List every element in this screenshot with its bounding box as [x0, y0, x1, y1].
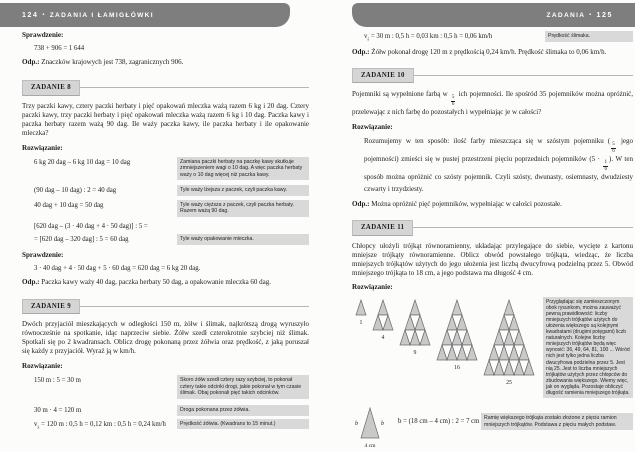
answer-text: Znaczków krajowych jest 738, zagranicznych 906.	[41, 58, 184, 66]
note-box: Droga pokonana przez żółwia.	[177, 405, 309, 416]
step-equation: 6 kg 20 dag – 6 kg 10 dag = 10 dag	[34, 158, 131, 166]
side-label-right: b	[381, 421, 384, 428]
task11-leg-row	[352, 402, 633, 450]
note-box: Skoro żółw szedł cztery razy szybciej, to pokonał cztery takie odcinki drogi, jakie pokonał w tym czasie ślimak. Obaj pokonali pięć takich odcinków.	[177, 375, 309, 399]
task-header-rule	[414, 75, 633, 76]
solution-step	[22, 157, 309, 181]
left-header-title: ZADANIA I ŁAMIGŁÓWKI	[49, 11, 154, 19]
task10-problem: Pojemniki są wypełnione farbą w $\frac{5}{6}$ ich pojemności. Ile spośród 35 pojemników można opróżnić, przelewając z nich farbę do pozostałych i wypełniając je w całości?	[352, 90, 633, 117]
header-separator: •	[589, 12, 593, 18]
step-equation: [620 dag – (3 · 40 dag + 4 · 50 dag)] : 5 =	[34, 223, 148, 231]
left-page	[22, 31, 309, 429]
leg-equation: b = (18 cm – 4 cm) : 2 = 7 cm	[398, 418, 480, 426]
answer-label: Odp.:	[352, 47, 370, 56]
check-equation: 3 · 40 dag + 4 · 50 dag + 5 · 60 dag = 620 dag = 6 kg 20 dag.	[34, 264, 201, 272]
task11-problem: Chłopcy ułożyli trójkąt równoramienny, układając przylegające do siebie, wycięte z kartonu mniejsze trójkąty równoramienne. Oblicz obwód powstałego trójkąta, wiedząc, że liczba mniejszych trójkątów użytych do jego ułożenia jest liczbą dwucyfrową podzielną przez 5. Obwód mniejszego trójkąta to 18 cm, a jego podstawa ma długość 4 cm.	[352, 241, 633, 277]
solution-step	[22, 221, 309, 231]
answer-text: Żółw pokonał drogę 120 m z prędkością 0,24 km/h. Prędkość ślimaka to 0,06 km/h.	[371, 47, 607, 56]
side-label-left: b	[355, 421, 358, 428]
step-equation: 150 m : 5 = 30 m	[34, 377, 81, 385]
unit-triangle	[356, 300, 366, 315]
left-page-header-band	[0, 3, 290, 27]
task9-header	[22, 299, 309, 315]
header-separator: •	[42, 12, 46, 18]
answer-text: Paczka kawy waży 40 dag, paczka herbaty 50 dag, a opakowanie mleczka 60 dag.	[41, 277, 272, 286]
task10-title: ZADANIE 10	[352, 68, 414, 84]
step-equation: $v_ż = 120$ m : 0,5 h = 0,12 km : 0,5 h = 0,24 km/h	[34, 420, 166, 429]
right-page-header-band	[352, 3, 635, 27]
answer-label: Odp.:	[22, 58, 40, 66]
task8-title: ZADANIE 8	[22, 80, 80, 96]
triangle-count-label: 16	[454, 364, 460, 371]
triangle-count-label: 1	[359, 319, 363, 326]
solution-step	[22, 234, 309, 245]
answer-label: Odp.:	[352, 200, 370, 209]
small-triangle-diagram	[352, 402, 388, 450]
right-header-title: ZADANIA	[546, 11, 586, 19]
step-equation: 40 dag + 10 dag = 50 dag	[34, 201, 104, 209]
triangle-count-label: 4	[381, 334, 385, 341]
task11-title: ZADANIE 11	[352, 220, 413, 236]
unit-triangle	[410, 300, 420, 315]
note-box: Prędkość żółwia. (Kwadrans to 15 minut.)	[177, 419, 309, 430]
check-label: Sprawdzenie:	[22, 31, 64, 39]
note-box: Ramię większego trójkąta zostało złożone z pięciu ramion mniejszych trójkątów. Podstawa z pięciu małych podstaw.	[481, 413, 633, 430]
answer-label: Odp.:	[22, 277, 40, 286]
task-header-rule	[80, 87, 309, 88]
task10-header	[352, 68, 633, 84]
solution-label: Rozwiązanie:	[352, 123, 393, 132]
solution-label: Rozwiązanie:	[22, 143, 63, 152]
task10-reasoning: Rozumujemy w ten sposób: ilość farby mieszcząca się w szóstym pojemniku ( $\frac{5}{6}$ jego pojemności) zmieści się w pustej przestrzeni pięciu poprzednich pojemników (5 · $\frac{1}{6}$ ). W ten sposób można opróżnić co szósty pojemnik. Czyli szósty, dwunasty, osiemnasty, dwudziesty czwarty i trzydziesty.	[364, 137, 633, 193]
solution-step	[22, 375, 309, 399]
step-equation: = [620 dag – 320 dag] : 5 = 60 dag	[34, 236, 129, 244]
solution-step	[22, 405, 309, 416]
check-equation: 738 + 906 = 1 644	[34, 45, 85, 52]
step-equation: 30 m · 4 = 120 m	[34, 406, 82, 414]
right-page	[352, 31, 633, 450]
note-box: Prędkość ślimaka.	[545, 31, 633, 42]
task-header-rule	[80, 306, 309, 307]
check-label: Sprawdzenie:	[22, 250, 64, 259]
task11-header	[352, 220, 633, 236]
unit-triangle	[504, 300, 514, 315]
task9-title: ZADANIE 9	[22, 299, 80, 315]
task8-header	[22, 80, 309, 96]
triangle-count-label: 25	[506, 379, 512, 386]
note-box: Tyle waży cięższa z paczek, czyli paczka herbaty. Razem ważą 90 dag.	[177, 200, 309, 217]
solution-label: Rozwiązanie:	[22, 362, 63, 371]
solution-step	[22, 185, 309, 196]
right-page-number: 125	[596, 11, 613, 19]
step-equation: $v_ś = 30$ m : 0,5 h = 0,03 km : 0,5 h = 0,06 km/h	[364, 33, 493, 42]
task11-figure-row	[352, 297, 633, 399]
task-header-rule	[413, 227, 633, 228]
solution-step	[22, 200, 309, 217]
note-box: Tyle waży lżejsza z paczek, czyli paczka kawy.	[177, 185, 309, 196]
step-equation: (90 dag – 10 dag) : 2 = 40 dag	[34, 187, 117, 195]
left-page-number: 124	[22, 11, 39, 19]
task9-problem: Dwóch przyjaciół mieszkających w odległości 150 m, żółw i ślimak, najkrótszą drogą wyruszyło równocześnie na spotkanie, idąc naprzeciw siebie. Żółw szedł czterokrotnie szybciej niż ślimak. Spotkali się po 2 kwadransach. Oblicz drogę pokonaną przez żółwia oraz prędkość, z jaką poruszał się każdy z przyjaciół. Wyraź ją w km/h.	[22, 320, 309, 356]
unit-triangle	[452, 300, 462, 315]
answer-text: Można opróżnić pięć pojemników, wypełniając w całości pozostałe.	[371, 200, 562, 209]
note-box: Tyle waży opakowanie mleczka.	[177, 234, 309, 245]
note-box: Zamiana paczki herbaty na paczkę kawy skutkuje zmniejszeniem wagi o 10 dag. A więc paczka herbaty waży o 10 dag więcej niż paczka kawy.	[177, 157, 309, 181]
small-triangle-shape	[361, 408, 379, 438]
solution-step	[352, 31, 633, 42]
task8-problem: Trzy paczki kawy, cztery paczki herbaty i pięć opakowań mleczka ważą razem 6 kg i 20 dag. Cztery paczki kawy, trzy paczki herbaty i pięć opakowań mleczka ważą razem 6 kg i 10 dag. Paczka kawy i paczka herbaty razem ważą 90 dag. Ile waży paczka kawy, ile paczka herbaty i ile opakowanie mleczka?	[22, 101, 309, 137]
triangle-sequence-diagram	[352, 297, 538, 389]
unit-triangle	[378, 300, 388, 315]
base-label: 4 cm	[364, 443, 376, 450]
solution-step	[22, 419, 309, 430]
triangle-count-label: 9	[413, 349, 417, 356]
note-box: Przyglądając się zamieszczonym obok rysunkom, można zauważyć pewną prawidłowość: liczby mniejszych trójkątów użytych do ułożenia większego są kolejnymi kwadratami (drugimi potęgami) liczb naturalnych. Kolejne liczby mniejszych trójkątów będą więc wynosić: 36, 49, 64, 81, 100 ... Wśród nich jest tylko jedna liczba dwucyfrowa podzielna przez 5. Jest nią 25. Jest to liczba mniejszych trójkątów użytych przez chłopców do zbudowania większego. Wiemy więc, jak on wygląda. Pozostaje obliczyć długość ramienia mniejszego trójkąta.	[543, 297, 633, 399]
solution-label: Rozwiązanie:	[352, 282, 393, 291]
